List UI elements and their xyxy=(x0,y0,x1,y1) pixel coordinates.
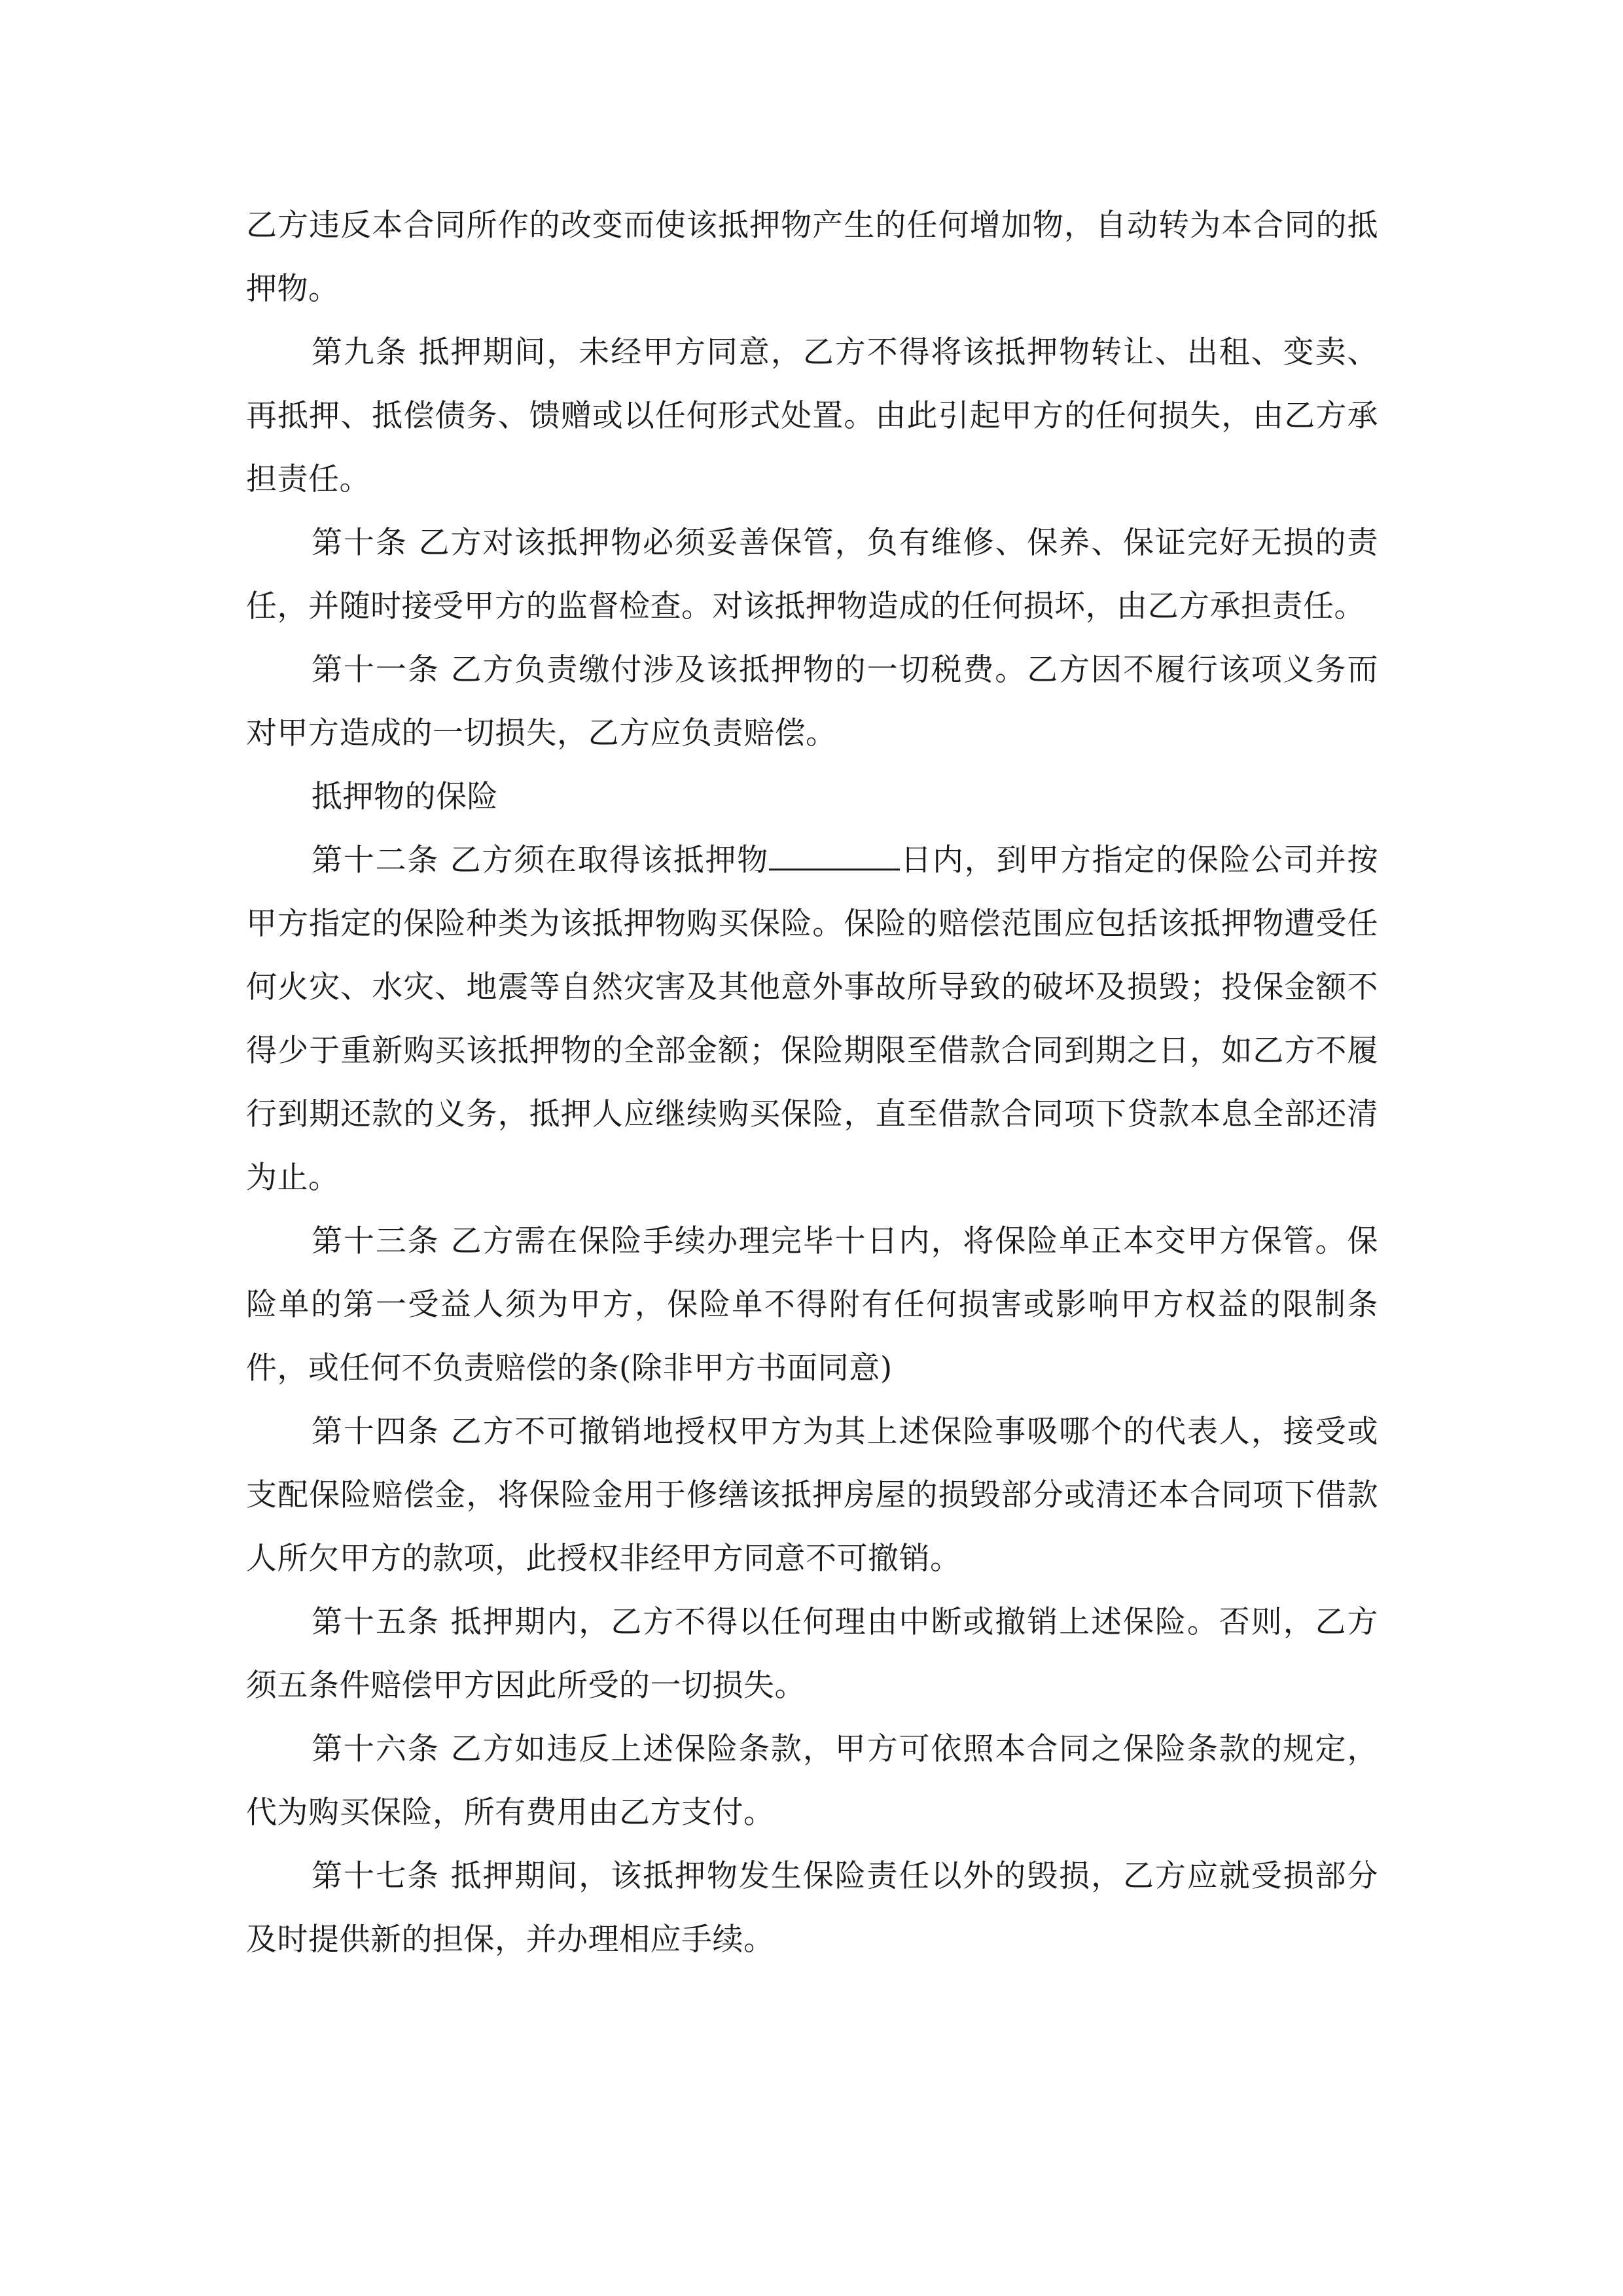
paragraph-article-16: 第十六条 乙方如违反上述保险条款，甲方可依照本合同之保险条款的规定，代为购买保险，所有费用由乙方支付。 xyxy=(246,1731,1378,1831)
paragraph-article-10: 第十条 乙方对该抵押物必须妥善保管，负有维修、保养、保证完好无损的责任，并随时接受甲方的监督检查。对该抵押物造成的任何损坏，由乙方承担责任。 xyxy=(246,525,1378,624)
paragraph-article-12 xyxy=(246,829,1378,1210)
section-heading-insurance: 抵押物的保险 xyxy=(312,779,498,815)
fill-in-blank-days xyxy=(769,842,900,870)
paragraph-article-9: 第九条 抵押期间，未经甲方同意，乙方不得将该抵押物转让、出租、变卖、再抵押、抵偿债务、馈赠或以任何形式处置。由此引起甲方的任何损失，由乙方承担责任。 xyxy=(246,334,1378,497)
article-12-text-before: 第十二条 乙方须在取得该抵押物 xyxy=(312,842,769,878)
paragraph-article-17: 第十七条 抵押期间，该抵押物发生保险责任以外的毁损，乙方应就受损部分及时提供新的担保，并办理相应手续。 xyxy=(246,1858,1378,1958)
article-12-text-after: 日内，到甲方指定的保险公司并按甲方指定的保险种类为该抵押物购买保险。保险的赔偿范围应包括该抵押物遭受任何火灾、水灾、地震等自然灾害及其他意外事故所导致的破坏及损毁；投保金额不得少于重新购买该抵押物的全部金额；保险期限至借款合同到期之日，如乙方不履行到期还款的义务，抵押人应继续购买保险，直至借款合同项下贷款本息全部还清为止。 xyxy=(246,842,1378,1196)
paragraph-article-13: 第十三条 乙方需在保险手续办理完毕十日内，将保险单正本交甲方保管。保险单的第一受益人须为甲方，保险单不得附有任何损害或影响甲方权益的限制条件，或任何不负责赔偿的条(除非甲方书面同意) xyxy=(246,1223,1378,1386)
paragraph-article-14: 第十四条 乙方不可撤销地授权甲方为其上述保险事吸哪个的代表人，接受或支配保险赔偿金，将保险金用于修缮该抵押房屋的损毁部分或清还本合同项下借款人所欠甲方的款项，此授权非经甲方同意不可撤销。 xyxy=(246,1414,1378,1577)
paragraph-article-11: 第十一条 乙方负责缴付涉及该抵押物的一切税费。乙方因不履行该项义务而对甲方造成的一切损失，乙方应负责赔偿。 xyxy=(246,652,1378,751)
document-page xyxy=(246,194,1378,1971)
paragraph-article-15: 第十五条 抵押期内，乙方不得以任何理由中断或撤销上述保险。否则，乙方须五条件赔偿甲方因此所受的一切损失。 xyxy=(246,1604,1378,1704)
paragraph-continuation: 乙方违反本合同所作的改变而使该抵押物产生的任何增加物，自动转为本合同的抵押物。 xyxy=(246,207,1378,307)
